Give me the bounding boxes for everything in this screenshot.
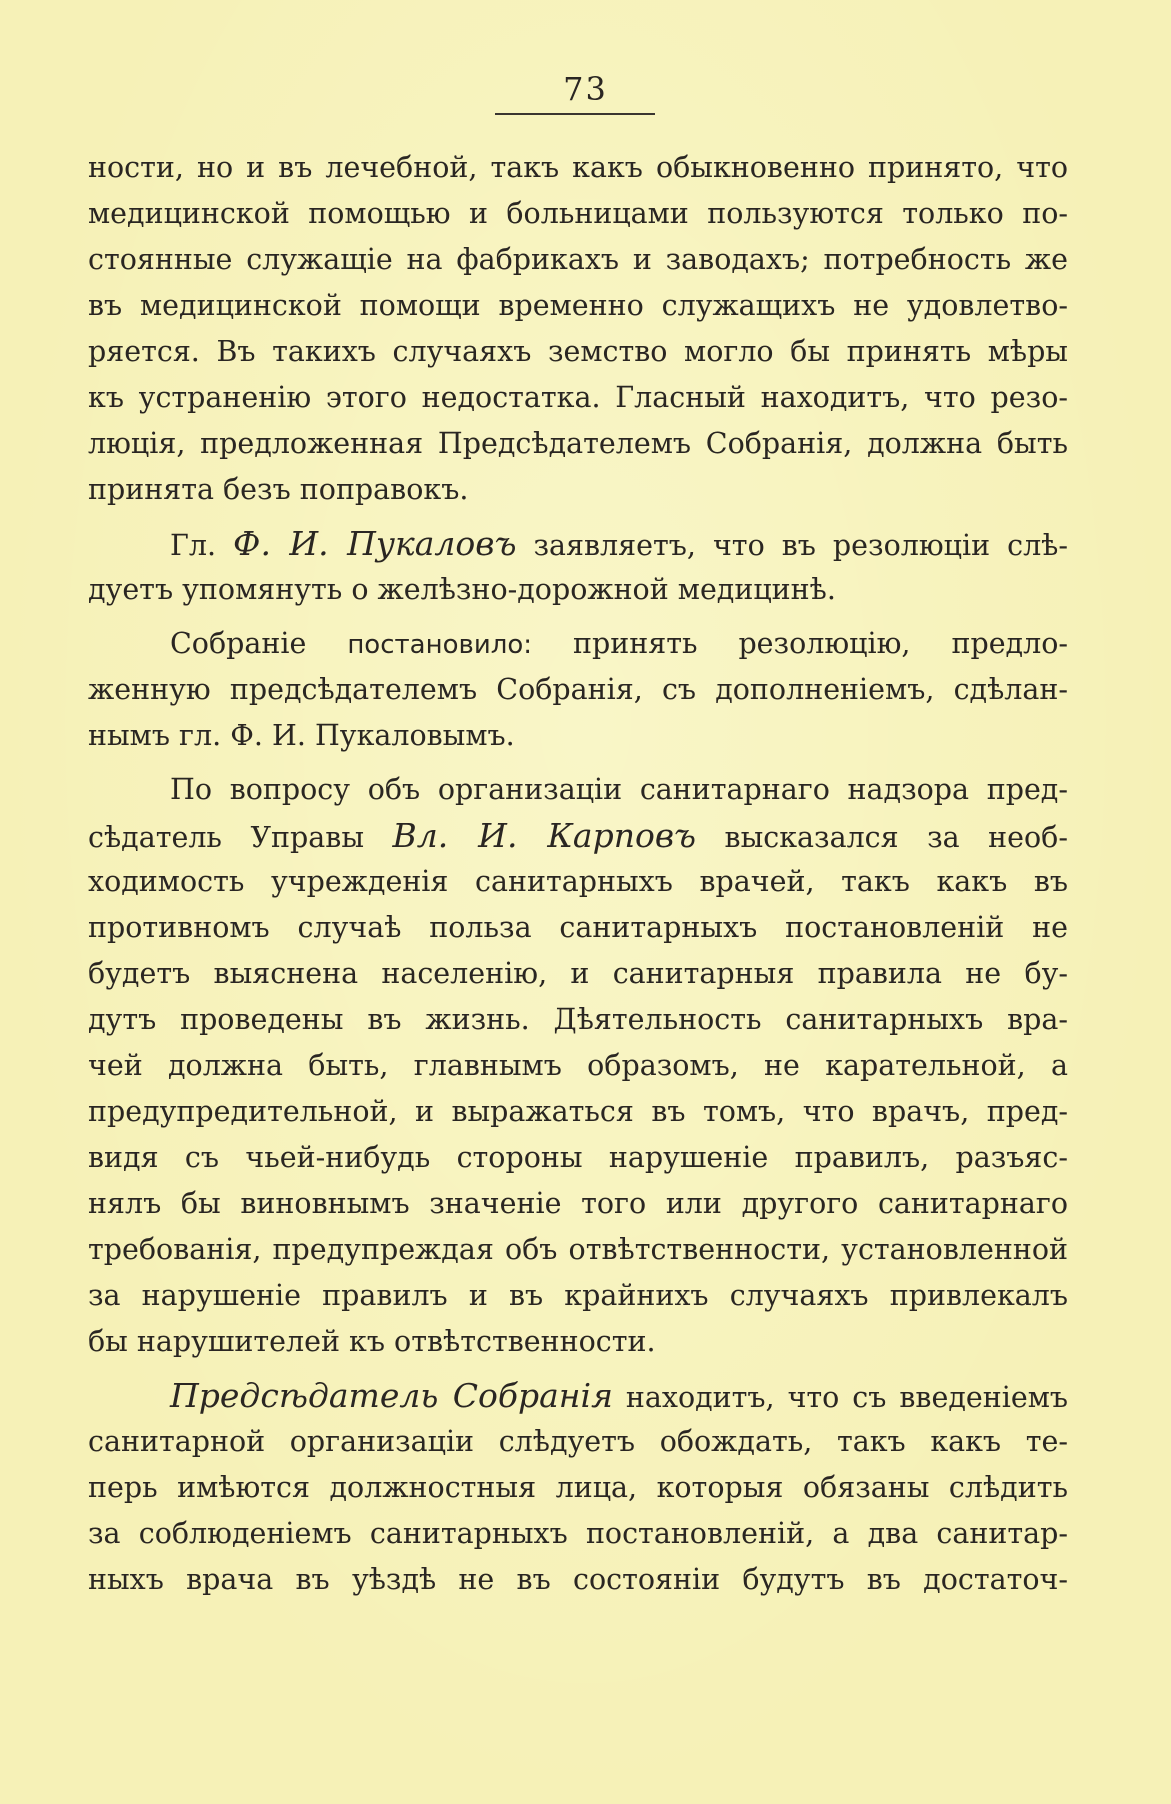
paragraph-5 — [88, 1373, 1068, 1603]
text-run: принять резолюцію, предло- — [532, 627, 1068, 660]
text-line: принята безъ поправокъ. — [88, 473, 469, 506]
text-run: сѣдатель Управы — [88, 821, 393, 854]
page-number: 73 — [563, 70, 608, 108]
text-line: дуетъ упомянуть о желѣзно-дорожной медицинѣ. — [88, 573, 836, 606]
body-text — [88, 145, 1068, 1611]
text-line: требованія, предупреждая объ отвѣтственности, установленной — [88, 1233, 1068, 1266]
text-line: бы нарушителей къ отвѣтственности. — [88, 1325, 656, 1358]
text-line: ходимость учрежденія санитарныхъ врачей, такъ какъ въ — [88, 865, 1068, 898]
text-line — [88, 1373, 1068, 1419]
text-line: предупредительной, и выражаться въ томъ, что врачъ, пред- — [88, 1095, 1068, 1128]
text-line: противномъ случаѣ польза санитарныхъ постановленій не — [88, 911, 1068, 944]
text-line: въ медицинской помощи временно служащихъ не удовлетво- — [88, 289, 1068, 322]
text-line: ныхъ врача въ уѣздѣ не въ состояніи будутъ въ достаточ- — [88, 1563, 1068, 1596]
paragraph-2 — [88, 521, 1068, 613]
text-line: дутъ проведены въ жизнь. Дѣятельность санитарныхъ вра- — [88, 1003, 1068, 1036]
text-line: за соблюденіемъ санитарныхъ постановленій, а два санитар- — [88, 1517, 1068, 1550]
paragraph-1 — [88, 145, 1068, 513]
text-line: стоянные служащіе на фабрикахъ и заводахъ; потребность же — [88, 243, 1068, 276]
text-line: перь имѣются должностныя лица, которыя обязаны слѣдить — [88, 1471, 1068, 1504]
text-line: медицинской помощью и больницами пользуются только по- — [88, 197, 1068, 230]
text-line: женную предсѣдателемъ Собранія, съ дополненіемъ, сдѣлан- — [88, 673, 1068, 706]
text-line: къ устраненію этого недостатка. Гласный находитъ, что резо- — [88, 381, 1068, 414]
text-line: за нарушеніе правилъ и въ крайнихъ случаяхъ привлекалъ — [88, 1279, 1068, 1312]
speaker-name: Ф. И. Пукаловъ — [233, 524, 517, 563]
text-line: ности, но и въ лечебной, такъ какъ обыкновенно принято, что — [88, 151, 1068, 184]
text-line — [88, 621, 1068, 667]
text-line: нялъ бы виновнымъ значеніе того или другого санитарнаго — [88, 1187, 1068, 1220]
text-run: заявляетъ, что въ резолюціи слѣ- — [516, 529, 1068, 562]
text-line: нымъ гл. Ф. И. Пукаловымъ. — [88, 719, 515, 752]
text-line: санитарной организаціи слѣдуетъ обождать, такъ какъ те- — [88, 1425, 1068, 1458]
speaker-name: Вл. И. Карповъ — [392, 816, 697, 855]
paragraph-4 — [88, 767, 1068, 1365]
text-line — [88, 813, 1068, 859]
text-line: ряется. Въ такихъ случаяхъ земство могло бы принять мѣры — [88, 335, 1068, 368]
text-line — [88, 521, 1068, 567]
text-run: высказался за необ- — [696, 821, 1068, 854]
text-run: находитъ, что съ введеніемъ — [612, 1381, 1069, 1414]
text-line: будетъ выяснена населенію, и санитарныя правила не бу- — [88, 957, 1068, 990]
page-number-rule — [495, 113, 655, 115]
text-run: Гл. — [170, 529, 234, 562]
text-run: Собраніе — [170, 627, 348, 660]
resolution-keyword: постановило: — [347, 630, 533, 660]
paragraph-3 — [88, 621, 1068, 759]
text-line: видя съ чьей-нибудь стороны нарушеніе правилъ, разъяс- — [88, 1141, 1068, 1174]
speaker-name: Предсѣдатель Собранія — [170, 1376, 613, 1415]
text-line: чей должна быть, главнымъ образомъ, не карательной, а — [88, 1049, 1068, 1082]
text-line: По вопросу объ организаціи санитарнаго надзора пред- — [170, 773, 1068, 806]
text-line: люція, предложенная Предсѣдателемъ Собранія, должна быть — [88, 427, 1068, 460]
